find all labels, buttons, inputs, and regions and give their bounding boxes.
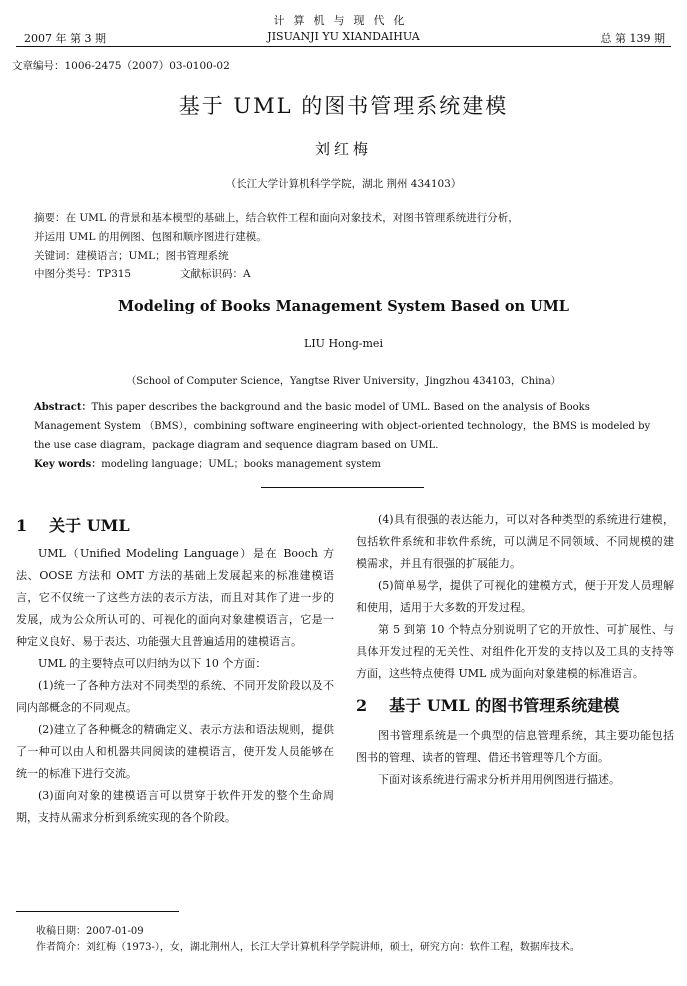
received-date: 收稿日期：2007-01-09: [36, 926, 144, 937]
paragraph: UML 的主要特点可以归纳为以下 10 个方面：: [38, 657, 267, 670]
keywords-en-text: modeling language；UML；books management system: [101, 459, 381, 470]
paragraph: 下面对该系统进行需求分析并用用例图进行描述。: [378, 773, 620, 786]
abstract-cn-line1: 摘要：在 UML 的背景和基本模型的基础上，结合软件工程和面向对象技术，对图书管理系统进行分析，: [34, 212, 519, 224]
section-1-title: 关于 UML: [49, 516, 130, 535]
abstract-en-text: This paper describes the background and the basic model of UML. Based on the analysis of Books Management System （BMS），combining software engineering with object-oriented technology，the BMS is modeled by the use case diagram，package diagram and sequence diagram based on UML.: [34, 402, 651, 451]
paragraph: 图书管理系统是一个典型的信息管理系统，其主要功能包括图书的管理、读者的管理、借还书管理等几个方面。: [356, 729, 674, 764]
article-number: 文章编号：1006-2475（2007）03-0100-02: [12, 60, 230, 72]
author-bio: 作者简介：刘红梅（1973-），女，湖北荆州人，长江大学计算机科学学院讲师，硕士，研究方向：软件工程，数据库技术。: [36, 942, 580, 953]
abstract-en: [34, 398, 656, 455]
paragraph: (3)面向对象的建模语言可以贯穿于软件开发的整个生命周期，支持从需求分析到系统实现的各个阶段。: [16, 789, 334, 824]
paragraph: 第 5 到第 10 个特点分别说明了它的开放性、可扩展性、与具体开发过程的无关性、对组件化开发的支持以及工具的支持等方面，这些特点使得 UML 成为面向对象建模的标准语言。: [356, 623, 674, 680]
left-column: [16, 515, 334, 829]
clc-number: 中图分类号：TP315: [34, 268, 132, 280]
header-rule: [16, 46, 671, 47]
author-en: LIU Hong-mei: [304, 337, 383, 350]
keywords-cn: 关键词：建模语言；UML；图书管理系统: [34, 250, 229, 262]
year-issue: 2007 年 第 3 期: [24, 32, 106, 45]
paragraph: (2)建立了各种概念的精确定义、表示方法和语法规则，提供了一种可以由人和机器共同阅读的建模语言，使开发人员能够在统一的标准下进行交流。: [16, 723, 334, 780]
paragraph: UML（Unified Modeling Language）是在 Booch 方法、OOSE 方法和 OMT 方法的基础上发展起来的标准建模语言，它不仅统一了这些方法的表示方法，而且对其作了进一步的发展，成为公众所认可的、可视化的面向对象建模语言，它是一种定义良好、易于表达、功能强大且普遍适用的建模语言。: [16, 547, 334, 648]
section-heading-2: [356, 695, 674, 717]
keywords-en: [34, 455, 656, 470]
author-cn: 刘红梅: [314, 140, 372, 158]
abstract-en-label: Abstract：: [34, 402, 92, 413]
section-1-number: 1: [16, 516, 28, 535]
paper-title-en: Modeling of Books Management System Based on UML: [117, 298, 569, 315]
right-column: [356, 509, 674, 791]
section-separator: [261, 487, 424, 488]
journal-title-cn: 计算机与现代化: [273, 14, 414, 27]
abstract-cn-line2: 并运用 UML 的用例图、包图和顺序图进行建模。: [34, 231, 267, 243]
footnote-rule: [16, 911, 179, 912]
paragraph: (5)简单易学，提供了可视化的建模方式，便于开发人员理解和使用，适用于大多数的开发过程。: [356, 579, 674, 614]
section-2-number: 2: [356, 696, 368, 715]
affiliation-en: （School of Computer Science，Yangtse River University，Jingzhou 434103，China）: [126, 376, 561, 387]
paragraph: (4)具有很强的表达能力，可以对各种类型的系统进行建模，包括软件系统和非软件系统，可以满足不同领域、不同规模的建模需求，并且有很强的扩展能力。: [356, 513, 674, 570]
journal-pinyin: JISUANJI YU XIANDAIHUA: [267, 30, 420, 43]
section-heading-1: [16, 515, 334, 537]
page-number: 总 第 139 期: [600, 32, 665, 45]
keywords-en-label: Key words：: [34, 459, 102, 470]
section-2-title: 基于 UML 的图书管理系统建模: [389, 696, 620, 715]
paper-title-cn: 基于 UML 的图书管理系统建模: [178, 94, 509, 118]
document-code: 文献标识码：A: [180, 268, 251, 280]
paragraph: (1)统一了各种方法对不同类型的系统、不同开发阶段以及不同内部概念的不同观点。: [16, 679, 334, 714]
affiliation-cn: （长江大学计算机科学学院，湖北 荆州 434103）: [225, 178, 462, 190]
